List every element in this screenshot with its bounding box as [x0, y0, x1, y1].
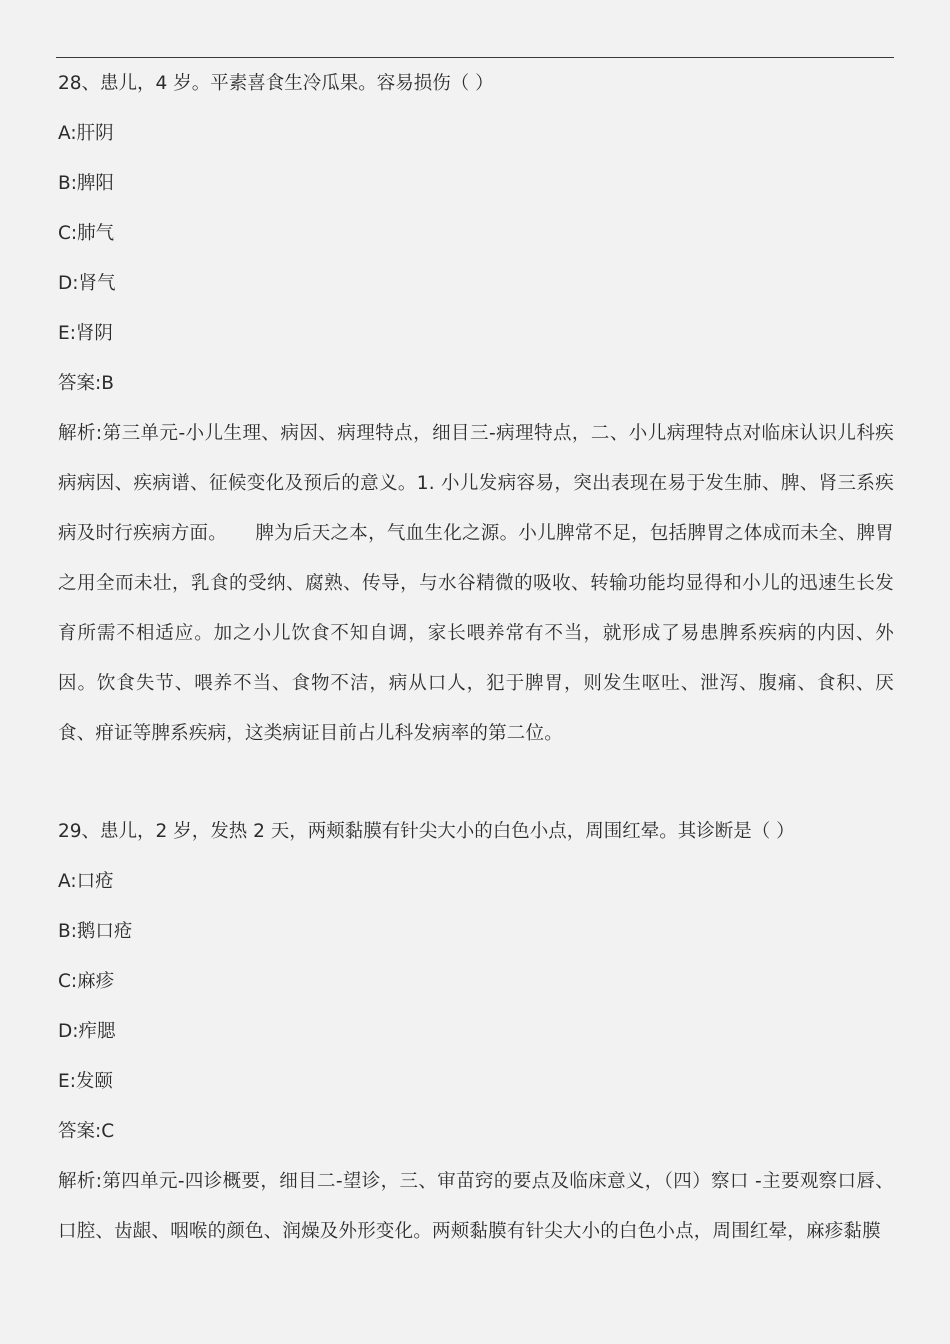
question-stem: 29、患儿，2 岁，发热 2 天，两颊黏膜有针尖大小的白色小点，周围红晕。其诊断是（ ） [58, 821, 795, 842]
option-c: C:麻疹 [58, 971, 115, 992]
option-b: B:鹅口疮 [58, 921, 133, 942]
option-d: D:肾气 [58, 273, 116, 294]
option-e: E:发颐 [58, 1071, 113, 1092]
explanation: 解析:第四单元-四诊概要，细目二-望诊，三、审苗窍的要点及临床意义，（四）察口 -主要观察口唇、口腔、齿龈、咽喉的颜色、润燥及外形变化。两颊黏膜有针尖大小的白色小点，周围红晕，麻疹黏膜 [58, 1171, 894, 1242]
option-a: A:肝阴 [58, 123, 114, 144]
question-28 [58, 73, 894, 759]
option-b: B:脾阳 [58, 173, 114, 194]
option-e: E:肾阴 [58, 323, 113, 344]
option-c: C:肺气 [58, 223, 115, 244]
question-stem: 28、患儿，4 岁。平素喜食生冷瓜果。容易损伤（ ） [58, 73, 494, 94]
explanation: 解析:第三单元-小儿生理、病因、病理特点，细目三-病理特点，二、小儿病理特点对临床认识儿科疾病病因、疾病谱、征候变化及预后的意义。1. 小儿发病容易，突出表现在易于发生肺、脾、肾三系疾病及时行疾病方面。 脾为后天之本，气血生化之源。小儿脾常不足，包括脾胃之体成而未全、脾胃之用全而未壮，乳食的受纳、腐熟、传导，与水谷精微的吸收、转输功能均显得和小儿的迅速生长发育所需不相适应。加之小儿饮食不知自调，家长喂养常有不当，就形成了易患脾系疾病的内因、外因。饮食失节、喂养不当、食物不洁，病从口人，犯于脾胃，则发生呕吐、泄泻、腹痛、食积、厌食、疳证等脾系疾病，这类病证目前占儿科发病率的第二位。 [58, 423, 894, 744]
option-a: A:口疮 [58, 871, 114, 892]
question-29 [58, 821, 894, 1257]
answer: 答案:B [58, 373, 114, 394]
answer: 答案:C [58, 1121, 115, 1142]
option-d: D:痄腮 [58, 1021, 116, 1042]
header-rule [56, 57, 894, 58]
